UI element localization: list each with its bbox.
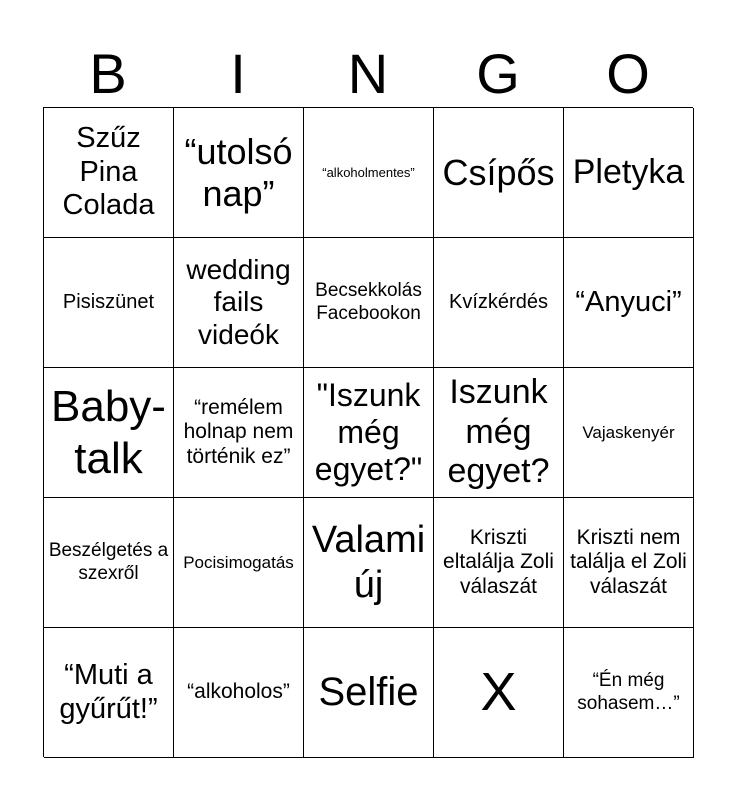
bingo-cell[interactable]: Valami új bbox=[304, 498, 434, 628]
bingo-cell[interactable]: “Muti a gyűrűt!” bbox=[44, 628, 174, 758]
header-letter-g: G bbox=[476, 42, 520, 105]
bingo-cell[interactable]: Beszélgetés a szexről bbox=[44, 498, 174, 628]
bingo-cell[interactable]: “Anyuci” bbox=[564, 238, 694, 368]
bingo-cell[interactable]: “alkoholos” bbox=[174, 628, 304, 758]
bingo-cell[interactable]: Szűz Pina Colada bbox=[44, 108, 174, 238]
bingo-board bbox=[43, 107, 693, 757]
bingo-cell[interactable]: Kriszti eltalálja Zoli válaszát bbox=[434, 498, 564, 628]
bingo-cell[interactable]: Becsekkolás Facebookon bbox=[304, 238, 434, 368]
header-letter-o: O bbox=[606, 42, 650, 105]
bingo-cell[interactable]: Vajaskenyér bbox=[564, 368, 694, 498]
bingo-cell[interactable]: Iszunk még egyet? bbox=[434, 368, 564, 498]
bingo-cell[interactable]: Pisiszünet bbox=[44, 238, 174, 368]
bingo-header bbox=[43, 40, 693, 108]
bingo-cell[interactable]: X bbox=[434, 628, 564, 758]
bingo-cell[interactable]: wedding fails videók bbox=[174, 238, 304, 368]
bingo-cell[interactable]: “alkoholmentes” bbox=[304, 108, 434, 238]
bingo-cell[interactable]: Csípős bbox=[434, 108, 564, 238]
header-letter-b: B bbox=[89, 42, 127, 105]
bingo-cell[interactable]: “remélem holnap nem történik ez” bbox=[174, 368, 304, 498]
bingo-cell[interactable]: Selfie bbox=[304, 628, 434, 758]
bingo-cell[interactable]: Pocisimogatás bbox=[174, 498, 304, 628]
bingo-cell[interactable]: "Iszunk még egyet?" bbox=[304, 368, 434, 498]
bingo-cell[interactable]: Baby-talk bbox=[44, 368, 174, 498]
bingo-cell[interactable]: Kvízkérdés bbox=[434, 238, 564, 368]
header-letter-n: N bbox=[347, 42, 389, 105]
bingo-cell[interactable]: Pletyka bbox=[564, 108, 694, 238]
bingo-cell[interactable]: “Én még sohasem…” bbox=[564, 628, 694, 758]
header-letter-i: I bbox=[230, 42, 246, 105]
bingo-cell[interactable]: “utolsó nap” bbox=[174, 108, 304, 238]
bingo-cell[interactable]: Kriszti nem találja el Zoli válaszát bbox=[564, 498, 694, 628]
